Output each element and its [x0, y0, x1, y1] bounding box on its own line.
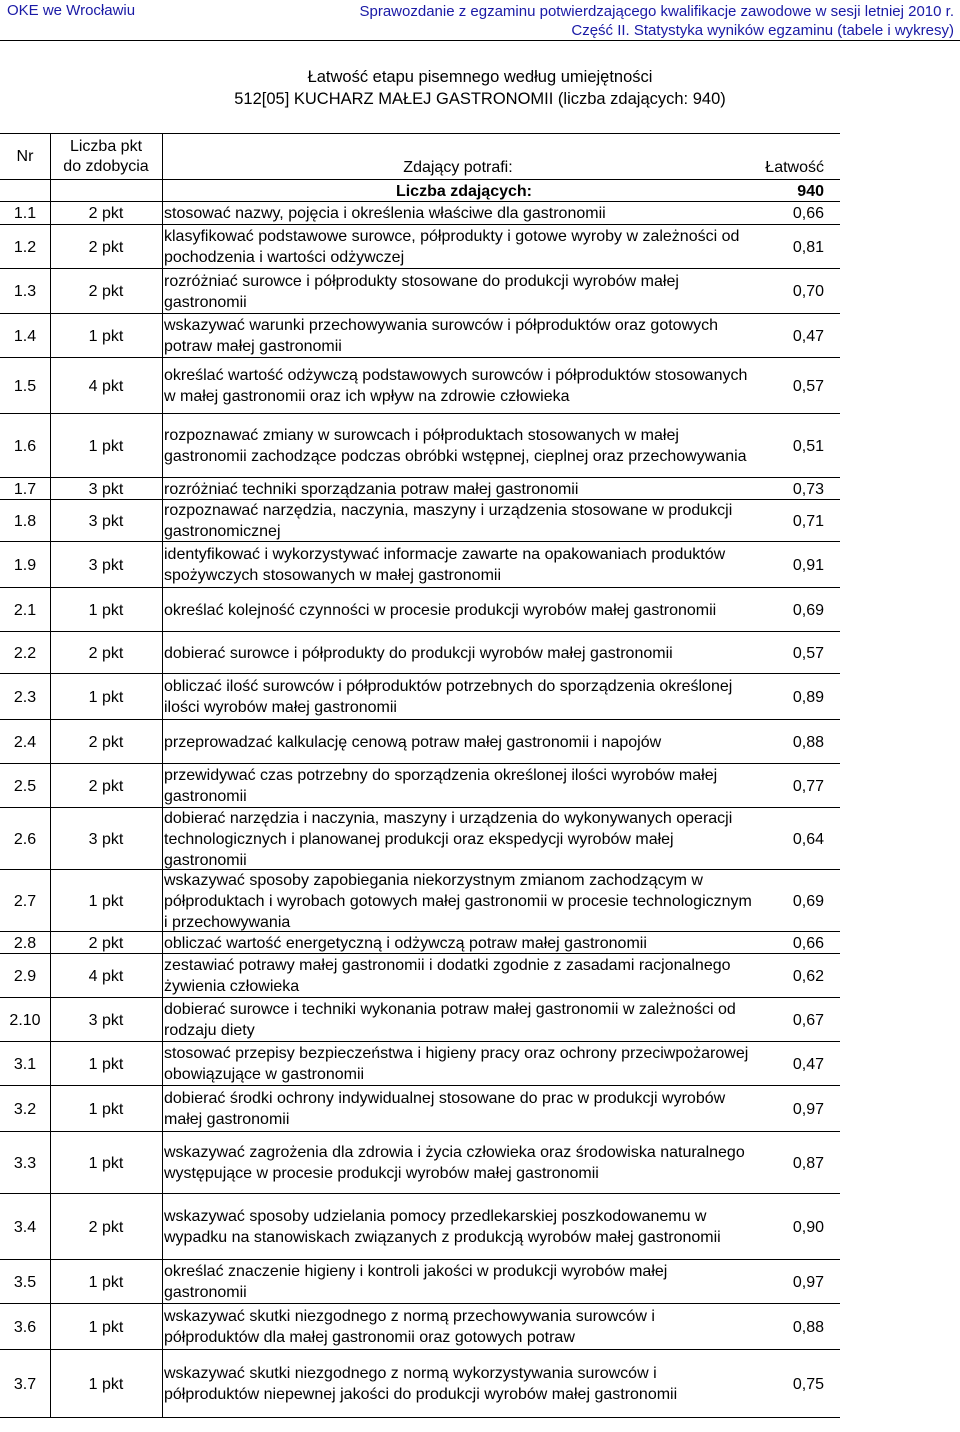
table-row — [0, 357, 840, 414]
row-number: 2.4 — [13, 733, 37, 751]
row-skill: identyfikować i wykorzystywać informacje zawarte na opakowaniach produktów spożywczych stosowanych w małej gastronomii — [164, 546, 726, 584]
row-number: 3.3 — [13, 1154, 37, 1172]
table-row — [0, 587, 840, 632]
row-ease: 0,47 — [792, 1055, 824, 1073]
row-skill: dobierać surowce i półprodukty do produkcji wyrobów małej gastronomii — [164, 644, 673, 662]
row-points: 4 pkt — [88, 377, 124, 395]
row-skill: dobierać surowce i techniki wykonania potraw małej gastronomii w zależności od rodzaju diety — [164, 1001, 736, 1039]
row-skill: obliczać wartość energetyczną i odżywczą potraw małej gastronomii — [164, 934, 647, 952]
table-row — [0, 541, 840, 588]
row-number: 2.10 — [9, 1011, 41, 1029]
header-divider — [0, 40, 960, 41]
table-total-row — [0, 179, 840, 202]
row-skill: zestawiać potrawy małej gastronomii i dodatki zgodnie z zasadami racjonalnego żywienia człowieka — [164, 957, 731, 995]
row-points: 2 pkt — [88, 777, 124, 795]
row-skill: dobierać środki ochrony indywidualnej stosowane do prac w produkcji wyrobów małej gastronomii — [164, 1090, 726, 1128]
header-institution: OKE we Wrocławiu — [7, 2, 136, 19]
row-ease: 0,66 — [792, 934, 824, 952]
row-points: 1 pkt — [88, 1055, 124, 1073]
row-number: 1.9 — [13, 556, 37, 574]
row-skill: dobierać narzędzia i naczynia, maszyny i urządzenia do wykonywanych operacji technologicznych i planowanej produkcji oraz ekspedycji wyrobów małej gastronomii — [164, 809, 733, 869]
row-points: 3 pkt — [88, 556, 124, 574]
column-header-nr: Nr — [16, 148, 34, 165]
row-number: 3.6 — [13, 1318, 37, 1336]
row-points: 3 pkt — [88, 480, 124, 498]
row-ease: 0,69 — [792, 892, 824, 910]
header-report-line1: Sprawozdanie z egzaminu potwierdzającego kwalifikacje zawodowe w sesji letniej 2010 r. — [359, 3, 954, 20]
row-ease: 0,87 — [792, 1154, 824, 1172]
column-divider-nr — [50, 133, 51, 1417]
row-skill: wskazywać skutki niezgodnego z normą przechowywania surowców i półproduktów dla małej gastronomii oraz gotowych potraw — [164, 1308, 655, 1346]
row-number: 3.5 — [13, 1273, 37, 1291]
row-points: 2 pkt — [88, 934, 124, 952]
row-number: 3.2 — [13, 1100, 37, 1118]
column-header-ease: Łatwość — [765, 159, 824, 176]
row-ease: 0,51 — [792, 437, 824, 455]
row-skill: rozróżniać surowce i półprodukty stosowane do produkcji wyrobów małej gastronomii — [164, 272, 679, 311]
row-skill: wskazywać sposoby udzielania pomocy przedlekarskiej poszkodowanemu w wypadku na stanowiskach związanych z produkcją wyrobów małej gastronomii — [164, 1208, 721, 1246]
row-points: 3 pkt — [88, 830, 124, 848]
row-number: 3.7 — [13, 1375, 37, 1393]
row-number: 2.2 — [13, 644, 37, 662]
row-points: 1 pkt — [88, 1375, 124, 1393]
row-ease: 0,69 — [792, 601, 824, 619]
table-row — [0, 1303, 840, 1350]
row-skill: wskazywać sposoby zapobiegania niekorzystnym zmianom zachodzącym w półproduktach i wyrobach gotowych małej gastronomii w procesie technologicznym i przechowywania — [164, 871, 752, 931]
row-number: 1.4 — [13, 327, 37, 345]
column-header-skill: Zdający potrafi: — [403, 159, 513, 176]
row-points: 4 pkt — [88, 967, 124, 985]
row-points: 3 pkt — [88, 512, 124, 530]
row-ease: 0,67 — [792, 1011, 824, 1029]
row-skill: stosować przepisy bezpieczeństwa i higieny pracy oraz ochrony przeciwpożarowej obowiązujące w gastronomii — [164, 1045, 749, 1083]
table-row — [0, 313, 840, 358]
page-title-line2: 512[05] KUCHARZ MAŁEJ GASTRONOMII (liczba zdających: 940) — [234, 90, 726, 108]
column-header-points — [50, 134, 162, 180]
table-row — [0, 268, 840, 314]
header-report-line2: Część II. Statystyka wyników egzaminu (tabele i wykresy) — [571, 22, 954, 39]
row-points: 1 pkt — [88, 1273, 124, 1291]
row-skill: określać znaczenie higieny i kontroli jakości w produkcji wyrobów małej gastronomii — [164, 1263, 668, 1301]
header-report-title — [360, 2, 955, 40]
row-points: 3 pkt — [88, 1011, 124, 1029]
row-ease: 0,91 — [792, 556, 824, 574]
row-skill: określać kolejność czynności w procesie produkcji wyrobów małej gastronomii — [164, 601, 717, 619]
table-row — [0, 1349, 840, 1418]
row-ease: 0,64 — [792, 830, 824, 848]
table-row — [0, 1131, 840, 1194]
row-skill: rozpoznawać zmiany w surowcach i półproduktach stosowanych w małej gastronomii zachodzące podczas obróbki wstępnej, cieplnej oraz przechowywania — [164, 427, 747, 465]
row-points: 2 pkt — [88, 238, 124, 256]
row-number: 2.5 — [13, 777, 37, 795]
row-ease: 0,97 — [792, 1273, 824, 1291]
page-title — [0, 66, 960, 110]
table-row — [0, 201, 840, 225]
row-points: 1 pkt — [88, 601, 124, 619]
table-row — [0, 477, 840, 500]
table-bottom-border — [0, 1417, 840, 1418]
row-number: 1.2 — [13, 238, 37, 256]
table-row — [0, 631, 840, 674]
row-skill: przeprowadzać kalkulację cenową potraw małej gastronomii i napojów — [164, 733, 662, 751]
table-row — [0, 719, 840, 764]
table-row — [0, 224, 840, 269]
table-row — [0, 953, 840, 998]
row-ease: 0,88 — [792, 1318, 824, 1336]
row-number: 1.5 — [13, 377, 37, 395]
row-ease: 0,47 — [792, 327, 824, 345]
table-row — [0, 931, 840, 954]
row-ease: 0,73 — [792, 480, 824, 498]
row-number: 1.1 — [13, 205, 37, 222]
row-points: 2 pkt — [88, 733, 124, 751]
column-header-points-line1: Liczba pkt — [69, 138, 143, 155]
row-points: 1 pkt — [88, 688, 124, 706]
row-number: 2.1 — [13, 601, 37, 619]
table-row — [0, 869, 840, 932]
row-skill: rozpoznawać narzędzia, naczynia, maszyny i urządzenia stosowane w produkcji gastronomicznej — [164, 502, 733, 540]
table-row — [0, 413, 840, 478]
row-ease: 0,70 — [792, 283, 824, 300]
row-skill: określać wartość odżywczą podstawowych surowców i półproduktów stosowanych w małej gastronomii oraz ich wpływ na zdrowie człowieka — [164, 367, 748, 405]
row-points: 2 pkt — [88, 283, 124, 300]
row-ease: 0,77 — [792, 777, 824, 795]
row-skill: wskazywać zagrożenia dla zdrowia i życia człowieka oraz środowiska naturalnego występujące w procesie produkcji wyrobów małej gastronomii — [164, 1144, 745, 1182]
row-number: 1.7 — [13, 480, 37, 498]
row-ease: 0,75 — [792, 1375, 824, 1393]
column-header-points-line2: do zdobycia — [63, 158, 149, 175]
row-skill: wskazywać warunki przechowywania surowców i półproduktów oraz gotowych potraw małej gastronomii — [164, 317, 719, 355]
row-ease: 0,89 — [792, 688, 824, 706]
row-points: 2 pkt — [88, 205, 124, 222]
row-ease: 0,57 — [792, 644, 824, 662]
table-row — [0, 673, 840, 720]
row-ease: 0,66 — [792, 205, 824, 222]
row-points: 1 pkt — [88, 1318, 124, 1336]
table-row — [0, 1193, 840, 1260]
row-number: 2.7 — [13, 892, 37, 910]
row-number: 3.1 — [13, 1055, 37, 1073]
page-title-line1: Łatwość etapu pisemnego według umiejętności — [307, 68, 653, 86]
row-ease: 0,81 — [792, 238, 824, 256]
total-value: 940 — [797, 182, 824, 200]
row-ease: 0,97 — [792, 1100, 824, 1118]
row-points: 1 pkt — [88, 1100, 124, 1118]
row-ease: 0,71 — [792, 512, 824, 530]
table-row — [0, 1041, 840, 1086]
row-points: 1 pkt — [88, 437, 124, 455]
row-number: 1.3 — [13, 283, 37, 300]
row-skill: rozróżniać techniki sporządzania potraw małej gastronomii — [164, 480, 579, 498]
row-skill: przewidywać czas potrzebny do sporządzenia określonej ilości wyrobów małej gastronomii — [164, 767, 718, 805]
row-skill: obliczać ilość surowców i półproduktów potrzebnych do sporządzenia określonej ilości wyrobów małej gastronomii — [164, 678, 733, 716]
table-header-row — [0, 133, 840, 180]
row-number: 1.8 — [13, 512, 37, 530]
row-points: 1 pkt — [88, 892, 124, 910]
row-number: 2.8 — [13, 934, 37, 952]
row-number: 3.4 — [13, 1218, 37, 1236]
row-number: 2.3 — [13, 688, 37, 706]
total-label: Liczba zdających: — [395, 182, 532, 200]
row-ease: 0,57 — [792, 377, 824, 395]
table-row — [0, 763, 840, 808]
row-number: 2.9 — [13, 967, 37, 985]
table-row — [0, 499, 840, 542]
column-divider-points — [162, 133, 163, 1417]
row-skill: klasyfikować podstawowe surowce, półprodukty i gotowe wyroby w zależności od pochodzenia i wartości odżywczej — [164, 228, 740, 266]
row-points: 1 pkt — [88, 1154, 124, 1172]
table-row — [0, 997, 840, 1042]
row-ease: 0,88 — [792, 733, 824, 751]
row-ease: 0,62 — [792, 967, 824, 985]
row-skill: stosować nazwy, pojęcia i określenia właściwe dla gastronomii — [164, 205, 606, 222]
table-row — [0, 807, 840, 870]
row-number: 2.6 — [13, 830, 37, 848]
row-points: 2 pkt — [88, 644, 124, 662]
table-row — [0, 1259, 840, 1304]
row-number: 1.6 — [13, 437, 37, 455]
row-points: 1 pkt — [88, 327, 124, 345]
row-skill: wskazywać skutki niezgodnego z normą wykorzystywania surowców i półproduktów niepewnej jakości do produkcji wyrobów małej gastronomii — [164, 1365, 678, 1403]
table-row — [0, 1085, 840, 1132]
row-ease: 0,90 — [792, 1218, 824, 1236]
row-points: 2 pkt — [88, 1218, 124, 1236]
